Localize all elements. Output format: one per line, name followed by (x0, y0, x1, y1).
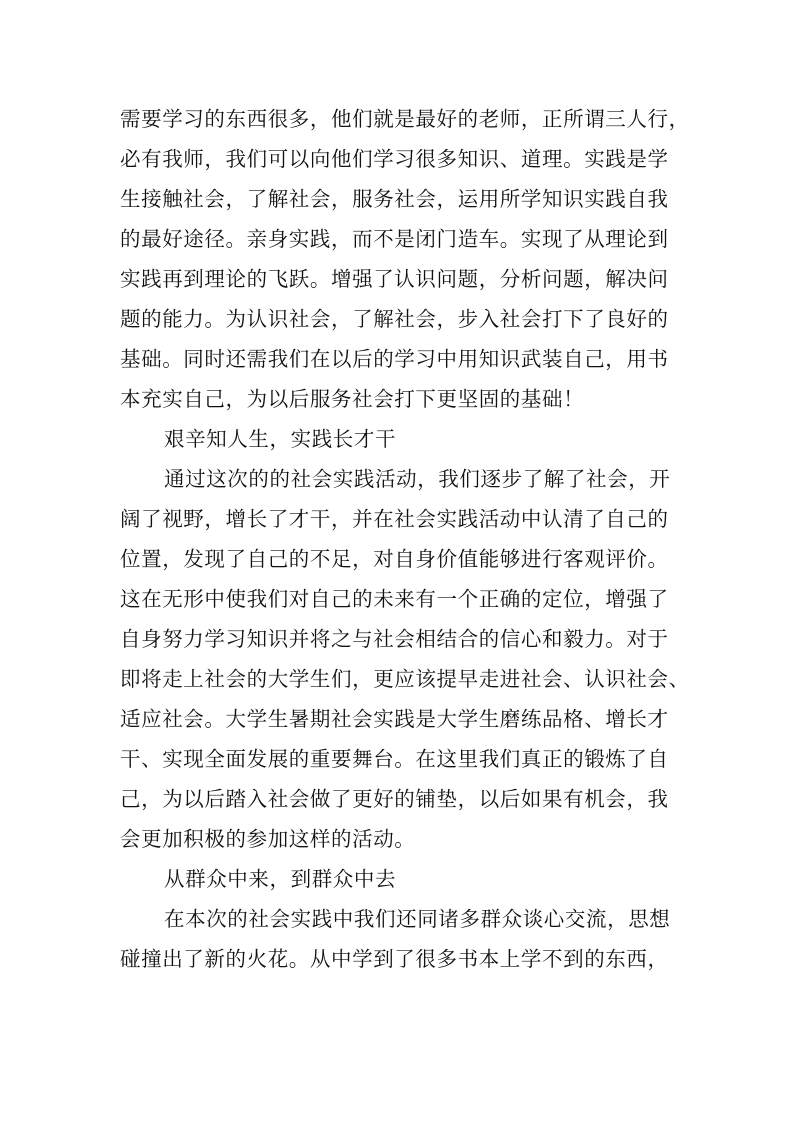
text-line: 实践再到理论的飞跃。增强了认识问题，分析问题，解决问 (120, 267, 669, 291)
text-line: 自身努力学习知识并将之与社会相结合的信心和毅力。对于 (120, 627, 669, 651)
text-line: 需要学习的东西很多，他们就是最好的老师，正所谓三人行， (120, 107, 690, 131)
text-line: 在本次的社会实践中我们还同诸多群众谈心交流，思想 (164, 907, 671, 931)
text-line: 即将走上社会的大学生们，更应该提早走进社会、认识社会、 (120, 667, 690, 691)
text-line: 阔了视野，增长了才干，并在社会实践活动中认清了自己的 (120, 507, 669, 531)
text-line: 位置，发现了自己的不足，对自身价值能够进行客观评价。 (120, 547, 669, 571)
text-line: 适应社会。大学生暑期社会实践是大学生磨练品格、增长才 (120, 707, 669, 731)
text-line: 生接触社会，了解社会，服务社会，运用所学知识实践自我 (120, 187, 669, 211)
text-line: 基础。同时还需我们在以后的学习中用知识武装自己，用书 (120, 347, 669, 371)
text-line: 这在无形中使我们对自己的未来有一个正确的定位，增强了 (120, 587, 669, 611)
text-line: 己，为以后踏入社会做了更好的铺垫，以后如果有机会，我 (120, 787, 669, 811)
text-line: 干、实现全面发展的重要舞台。在这里我们真正的锻炼了自 (120, 747, 669, 771)
text-line: 的最好途径。亲身实践，而不是闭门造车。实现了从理论到 (120, 227, 669, 251)
text-line: 必有我师，我们可以向他们学习很多知识、道理。实践是学 (120, 147, 669, 171)
text-line: 碰撞出了新的火花。从中学到了很多书本上学不到的东西， (120, 947, 669, 971)
text-line: 题的能力。为认识社会，了解社会，步入社会打下了良好的 (120, 307, 669, 331)
section-heading: 从群众中来，到群众中去 (164, 867, 397, 891)
text-line: 本充实自己，为以后服务社会打下更坚固的基础！ (120, 387, 585, 411)
section-heading: 艰辛知人生，实践长才干 (164, 427, 397, 451)
text-line: 通过这次的的社会实践活动，我们逐步了解了社会，开 (164, 467, 671, 491)
text-line: 会更加积极的参加这样的活动。 (120, 827, 416, 851)
